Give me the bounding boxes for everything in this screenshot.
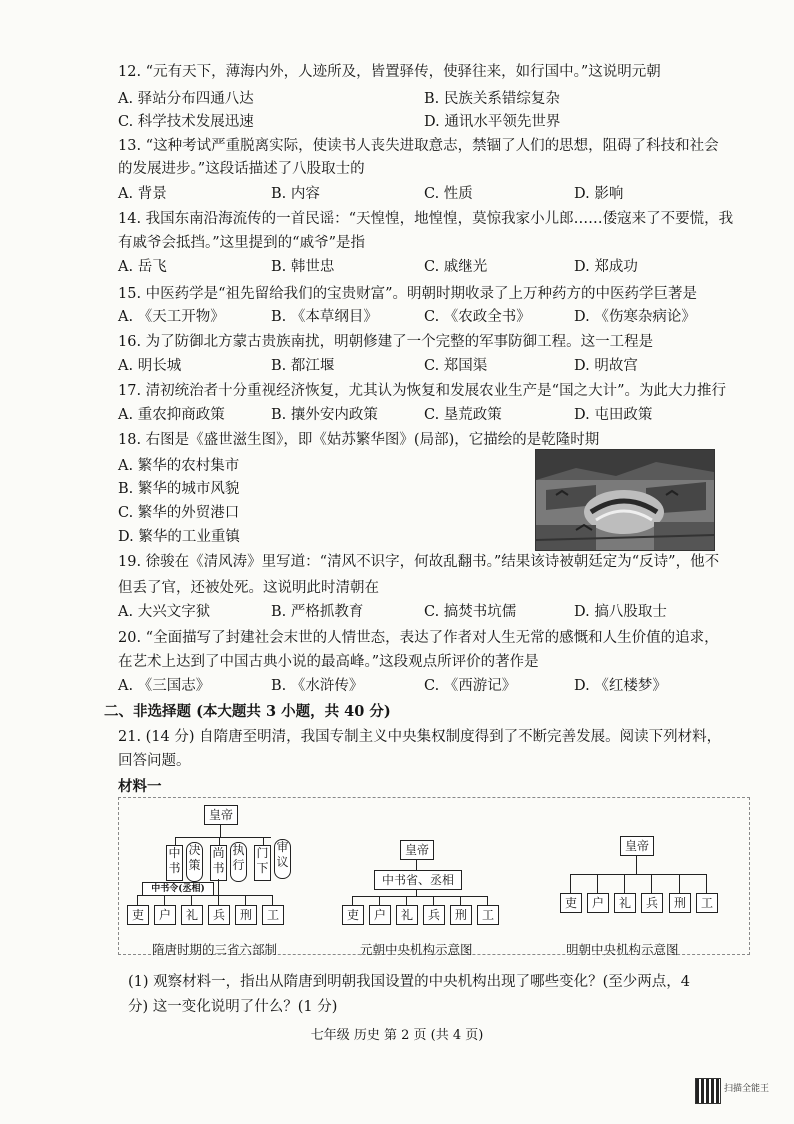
q16-option-b: B. 都江堰 [271,358,335,374]
yuan-zhongshusheng-box: 中书省、丞相 [374,870,462,890]
tang-emperor-box: 皇帝 [204,805,238,825]
q17-option-d: D. 屯田政策 [574,407,653,423]
q21-sub1-line2: 分) 这一变化说明了什么？(1 分) [128,999,338,1015]
tang-ministry-li: 吏 [127,905,149,925]
q15-option-a: A. 《天工开物》 [118,309,225,325]
tang-execute-label: 执行 [230,842,247,882]
q18-option-d: D. 繁华的工业重镇 [118,529,240,545]
q16-option-c: C. 郑国渠 [424,358,488,374]
q16-option-d: D. 明故宫 [574,358,638,374]
q18-option-b: B. 繁华的城市风貌 [118,481,240,497]
q13-stem-line2: 的发展进步。”这段话描述了八股取士的 [118,161,365,177]
q21-stem-line1: 21. (14 分) 自隋唐至明清，我国专制主义中央集权制度得到了不断完善发展。阅读下列材料， [118,729,722,745]
q19-option-d: D. 搞八股取士 [574,604,667,620]
q20-stem-line1: 20. “全面描写了封建社会末世的人情世态，表达了作者对人生无常的感慨和人生价值的追求， [118,630,719,646]
q18-stem: 18. 右图是《盛世滋生图》，即《姑苏繁华图》(局部)，它描绘的是乾隆时期 [118,432,600,448]
q17-option-c: C. 垦荒政策 [424,407,502,423]
q17-option-b: B. 攘外安内政策 [271,407,378,423]
yuan-ministry-xing: 刑 [450,905,472,925]
ming-ministry-rites: 礼 [614,893,636,913]
q19-stem-line2: 但丢了官，还被处死。这说明此时清朝在 [118,580,379,596]
tang-ministry-rites: 礼 [181,905,203,925]
q13-option-a: A. 背景 [118,186,167,202]
yuan-emperor-box: 皇帝 [400,840,434,860]
q13-option-c: C. 性质 [424,186,473,202]
tang-zhongshu-ling: 中书令(丞相) [142,882,214,896]
ming-ministry-gong: 工 [696,893,718,913]
ming-emperor-box: 皇帝 [620,836,654,856]
q13-option-d: D. 影响 [574,186,624,202]
yuan-ministry-gong: 工 [477,905,499,925]
q21-sub1-line1: (1) 观察材料一，指出从隋唐到明朝我国设置的中央机构出现了哪些变化？(至少两点，4 [128,974,691,990]
yuan-ministry-li: 吏 [342,905,364,925]
q21-stem-line2: 回答问题。 [118,753,191,769]
q18-option-a: A. 繁华的农村集市 [118,458,240,474]
caption-yuan: 元朝中央机构示意图 [360,942,473,957]
q19-option-b: B. 严格抓教育 [271,604,364,620]
page-footer: 七年级 历史 第 2 页 (共 4 页) [310,1028,484,1043]
section-title [104,700,391,721]
q20-option-d: D. 《红楼梦》 [574,678,667,694]
q12-stem: 12. “元有天下，薄海内外，人迹所及，皆置驿传，使驿往来，如行国中。”这说明元朝 [118,64,661,80]
yuan-ministry-rites: 礼 [396,905,418,925]
q20-option-a: A. 《三国志》 [118,678,211,694]
yuan-ministry-hu: 户 [369,905,391,925]
q20-option-c: C. 《西游记》 [424,678,517,694]
scanner-watermark: 扫描全能王 [724,1084,770,1094]
section-note: (本大题共 3 小题，共 40 分) [196,703,391,720]
tang-menxia-box: 门下 [254,845,271,881]
q17-stem: 17. 清初统治者十分重视经济恢复，尤其认为恢复和发展农业生产是“国之大计”。为此大力推行 [118,383,726,399]
q16-stem: 16. 为了防御北方蒙古贵族南扰，明朝修建了一个完整的军事防御工程。这一工程是 [118,334,654,350]
tang-ministry-xing: 刑 [235,905,257,925]
q12-option-d: D. 通讯水平领先世界 [424,114,561,130]
q18-option-c: C. 繁华的外贸港口 [118,505,240,521]
qr-code-icon [695,1078,721,1104]
q14-option-c: C. 戚继光 [424,259,488,275]
tang-decision-label: 决策 [186,842,203,882]
tang-shangshu-box: 尚书 [210,845,227,881]
q14-option-d: D. 郑成功 [574,259,638,275]
q14-option-b: B. 韩世忠 [271,259,335,275]
q15-option-c: C. 《农政全书》 [424,309,531,325]
q14-stem-line1: 14. 我国东南沿海流传的一首民谣：“天惶惶，地惶惶，莫惊我家小儿郎……倭寇来了不要慌，我 [118,211,734,227]
tang-review-label: 审议 [274,839,291,879]
q19-stem-line1: 19. 徐骏在《清风涛》里写道：“清风不识字，何故乱翻书。”结果该诗被朝廷定为“反诗”，他不 [118,554,720,570]
ming-ministry-bing: 兵 [641,893,663,913]
tang-ministry-bing: 兵 [208,905,230,925]
tang-zhongshu-box: 中书 [166,845,183,881]
q13-stem-line1: 13. “这种考试严重脱离实际，使读书人丧失进取意志，禁锢了人们的思想，阻碍了科技和社会 [118,138,719,154]
tang-ministry-gong: 工 [262,905,284,925]
q15-option-b: B. 《本草纲目》 [271,309,378,325]
yuan-ministry-bing: 兵 [423,905,445,925]
q14-stem-line2: 有戚爷会抵挡。”这里提到的“戚爷”是指 [118,235,365,251]
caption-ming: 明朝中央机构示意图 [566,942,679,957]
ming-ministry-li: 吏 [560,893,582,913]
q13-option-b: B. 内容 [271,186,320,202]
q19-option-c: C. 搞焚书坑儒 [424,604,517,620]
ming-ministry-xing: 刑 [669,893,691,913]
section-title-text: 二、非选择题 [104,703,191,720]
q20-stem-line2: 在艺术上达到了中国古典小说的最高峰。”这段观点所评价的著作是 [118,654,539,670]
q17-option-a: A. 重农抑商政策 [118,407,225,423]
gusu-painting-image [535,449,715,551]
q15-stem: 15. 中医药学是“祖先留给我们的宝贵财富”。明朝时期收录了上万种药方的中医药学巨著是 [118,286,697,302]
q14-option-a: A. 岳飞 [118,259,167,275]
q15-option-d: D. 《伤寒杂病论》 [574,309,696,325]
q12-option-c: C. 科学技术发展迅速 [118,114,254,130]
q16-option-a: A. 明长城 [118,358,182,374]
caption-tang: 隋唐时期的三省六部制 [152,942,278,957]
q12-option-a: A. 驿站分布四通八达 [118,91,254,107]
q12-option-b: B. 民族关系错综复杂 [424,91,560,107]
ming-ministry-hu: 户 [587,893,609,913]
material-title: 材料一 [118,778,162,795]
q20-option-b: B. 《水浒传》 [271,678,364,694]
tang-ministry-hu: 户 [154,905,176,925]
q19-option-a: A. 大兴文字狱 [118,604,211,620]
